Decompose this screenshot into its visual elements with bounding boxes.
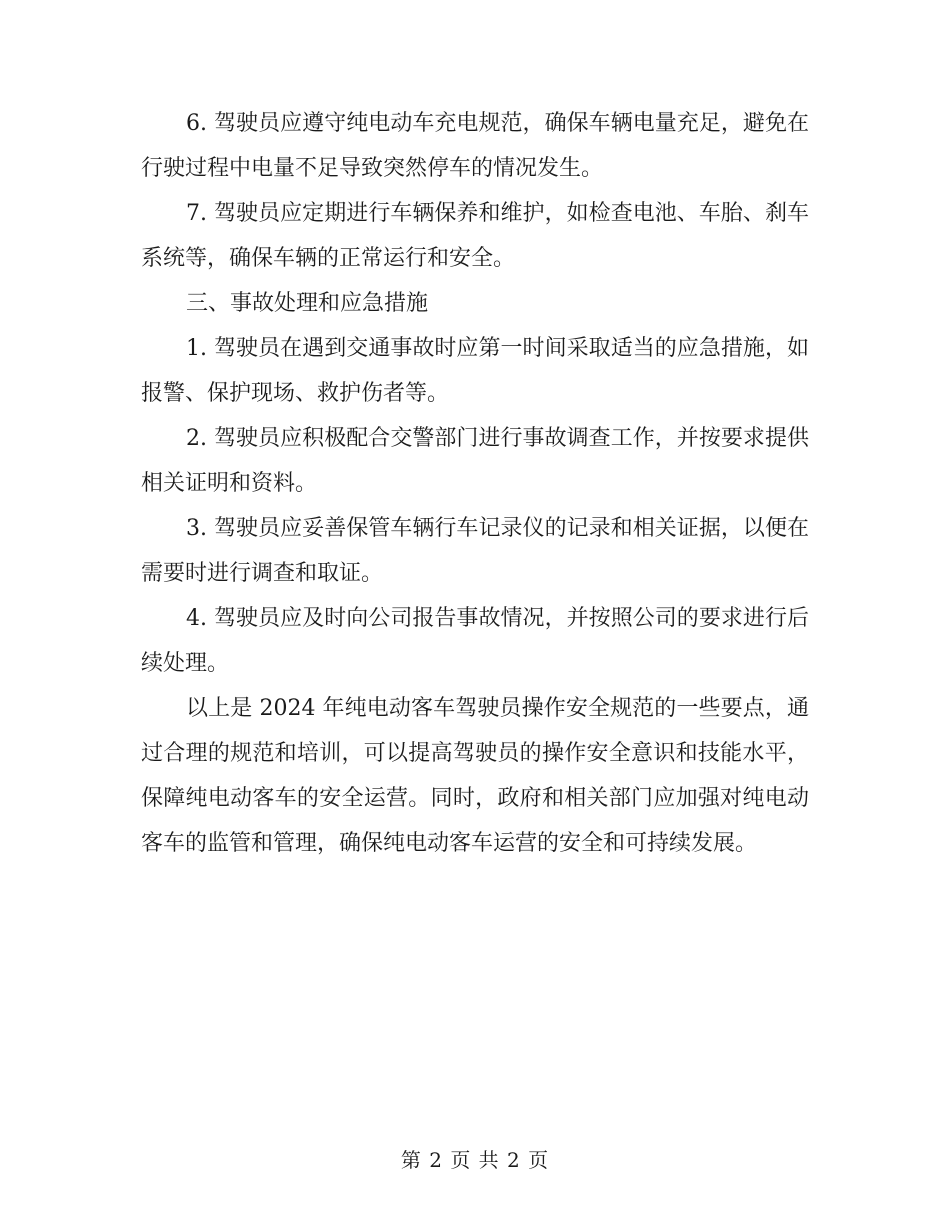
page-number-footer: 第 2 页 共 2 页: [400, 1148, 550, 1172]
section-heading-accident-handling: 三、事故处理和应急措施: [186, 291, 429, 316]
paragraph-item-4: 4. 驾驶员应及时向公司报告事故情况，并按照公司的要求进行后续处理。: [141, 606, 809, 676]
paragraph-item-3: 3. 驾驶员应妥善保管车辆行车记录仪的记录和相关证据，以便在需要时进行调查和取证。: [141, 516, 809, 586]
conclusion-paragraph: 以上是 2024 年纯电动客车驾驶员操作安全规范的一些要点，通过合理的规范和培训，可以提高驾驶员的操作安全意识和技能水平，保障纯电动客车的安全运营。同时，政府和相关部门应加强对纯电动客车的监管和管理，确保纯电动客车运营的安全和可持续发展。: [141, 696, 809, 856]
paragraph-item-7: 7. 驾驶员应定期进行车辆保养和维护，如检查电池、车胎、刹车系统等，确保车辆的正常运行和安全。: [141, 201, 809, 271]
paragraph-item-6: 6. 驾驶员应遵守纯电动车充电规范，确保车辆电量充足，避免在行驶过程中电量不足导致突然停车的情况发生。: [141, 111, 809, 181]
paragraph-item-2: 2. 驾驶员应积极配合交警部门进行事故调查工作，并按要求提供相关证明和资料。: [141, 426, 809, 496]
paragraph-item-1: 1. 驾驶员在遇到交通事故时应第一时间采取适当的应急措施，如报警、保护现场、救护伤者等。: [141, 336, 809, 406]
document-body: [141, 101, 809, 866]
